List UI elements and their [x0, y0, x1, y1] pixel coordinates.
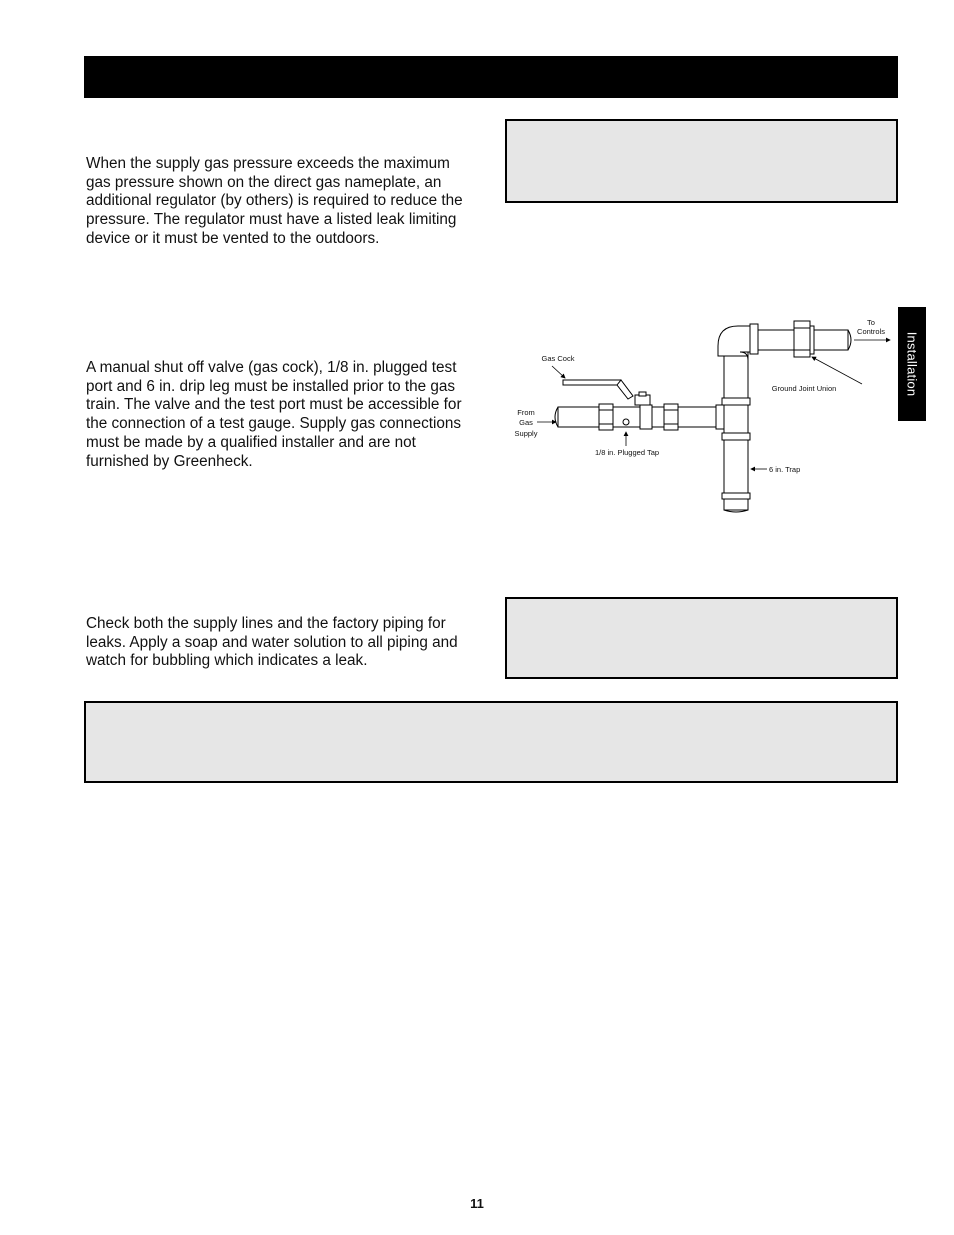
supply-pipe — [555, 407, 723, 427]
leader-lines — [537, 340, 890, 469]
section-header-bar — [84, 56, 898, 98]
side-tab[interactable] — [898, 307, 926, 421]
page-number: 11 — [470, 1196, 484, 1211]
label-to: To — [867, 318, 875, 327]
notice-box-middle — [505, 597, 898, 679]
label-ground-joint-union: Ground Joint Union — [771, 384, 837, 393]
label-gas-cock: Gas Cock — [541, 354, 575, 363]
label-gas: Gas — [519, 418, 533, 427]
label-plugged-tap: 1/8 in. Plugged Tap — [594, 448, 660, 457]
label-from: From — [517, 408, 535, 417]
label-supply: Supply — [514, 429, 538, 438]
label-trap: 6 in. Trap — [769, 465, 801, 474]
paragraph-leak-check: Check both the supply lines and the factory piping for leaks. Apply a soap and water solution to all piping and watch for bubbling which indicates a leak. — [86, 615, 458, 670]
vertical-pipe — [722, 352, 750, 512]
label-controls: Controls — [857, 327, 885, 336]
paragraph-regulator: When the supply gas pressure exceeds the maximum gas pressure shown on the direct gas nameplate, an additional regulator (by others) is required to reduce the pressure. The regulator must have a listed leak limiting device or it must be vented to the outdoors. — [86, 155, 463, 247]
gas-piping-diagram — [500, 300, 900, 520]
ground-joint-union — [794, 321, 814, 357]
paragraph-shutoff-valve: A manual shut off valve (gas cock), 1/8 in. plugged test port and 6 in. drip leg must be installed prior to the gas train. The valve and the test port must be accessible for the connection of a test gauge. Supply gas connections must be made by a qualified installer and are not furnished by Greenheck. — [86, 359, 462, 470]
notice-box-top — [505, 119, 898, 203]
side-tab-label: Installation — [904, 331, 920, 397]
plugged-tap-port — [623, 419, 629, 425]
gas-cock-handle — [563, 380, 650, 405]
elbow-fitting — [718, 324, 758, 360]
notice-box-wide — [84, 701, 898, 783]
